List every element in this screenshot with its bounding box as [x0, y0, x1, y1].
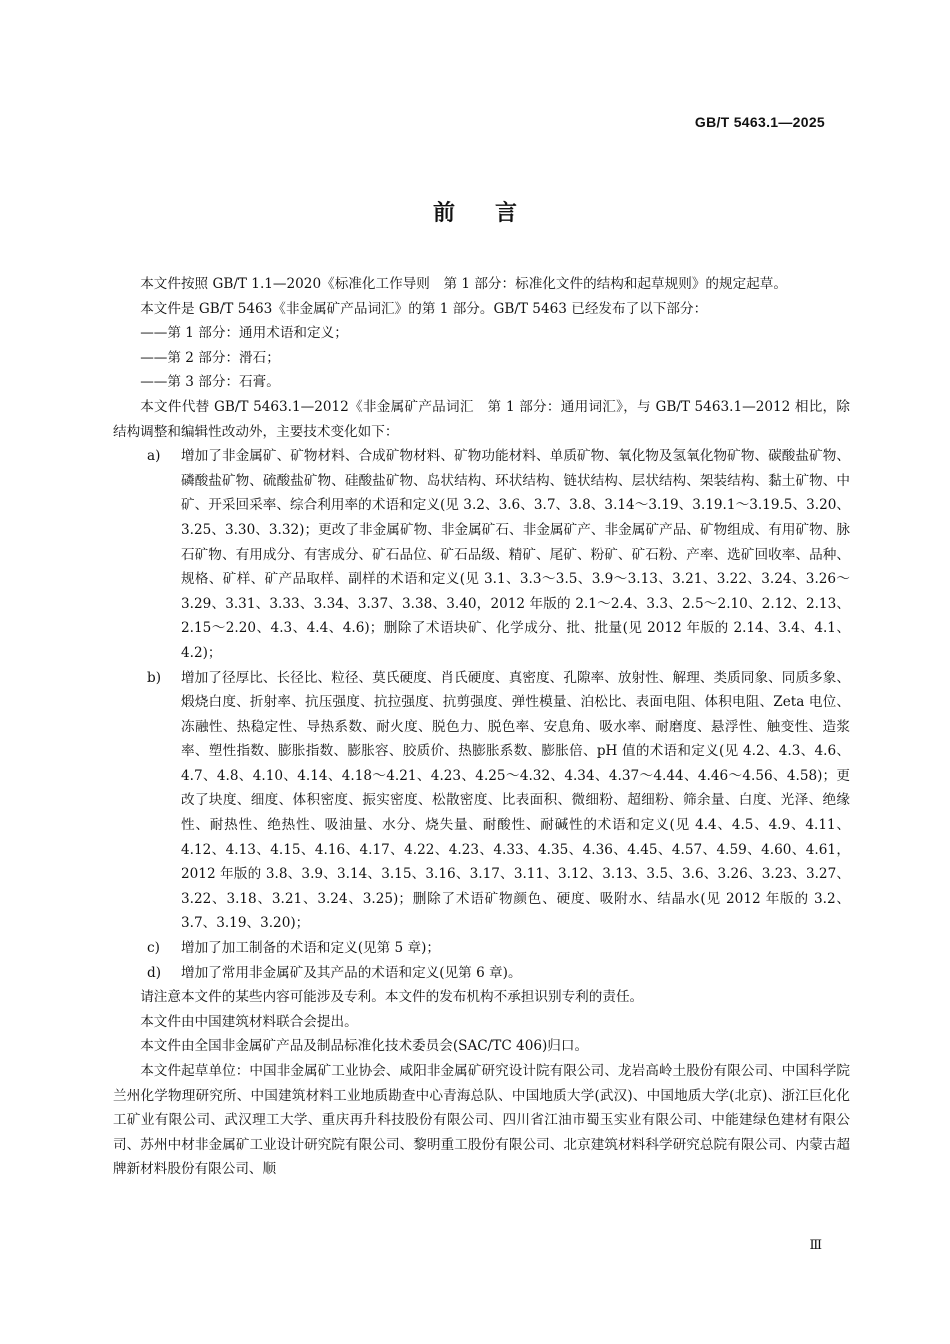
paragraph-proposer: 本文件由中国建筑材料联合会提出。	[140, 1013, 358, 1030]
page-number: Ⅲ	[809, 1238, 822, 1253]
change-item-label: a)	[147, 448, 161, 465]
paragraph-drafting-basis: 本文件按照 GB/T 1.1—2020《标准化工作导则 第 1 部分：标准化文件的结构和起草规则》的规定起草。	[140, 276, 787, 292]
document-body	[113, 272, 850, 1182]
standard-code: GB/T 5463.1—2025	[694, 114, 825, 130]
paragraph-committee: 本文件由全国非金属矿产品及制品标准化技术委员会(SAC/TC 406)归口。	[140, 1038, 589, 1055]
change-item-label: d)	[147, 964, 162, 981]
change-item-c	[113, 936, 850, 961]
list-item-part-1: ——第 1 部分：通用术语和定义；	[140, 325, 348, 342]
change-item-b	[113, 666, 850, 937]
paragraph-part-intro: 本文件是 GB/T 5463《非金属矿产品词汇》的第 1 部分。GB/T 5463 已经发布了以下部分：	[140, 300, 708, 317]
list-item-part-3: ——第 3 部分：石膏。	[140, 374, 280, 391]
paragraph-replacement: 本文件代替 GB/T 5463.1—2012《非金属矿产品词汇 第 1 部分：通用词汇》，与 GB/T 5463.1—2012 相比，除结构调整和编辑性改动外，主要技术变化如下：	[113, 398, 850, 440]
change-item-a	[113, 444, 850, 665]
change-item-label: c)	[147, 940, 160, 957]
change-item-text: 增加了加工制备的术语和定义(见第 5 章)；	[181, 940, 440, 957]
change-item-label: b)	[147, 669, 162, 686]
change-item-text: 增加了径厚比、长径比、粒径、莫氏硬度、肖氏硬度、真密度、孔隙率、放射性、解理、类质同象、同质多象、煅烧白度、折射率、抗压强度、抗拉强度、抗剪强度、弹性模量、泊松比、表面电阻、体积电阻、Zeta 电位、冻融性、热稳定性、导热系数、耐火度、脱色力、脱色率、安息角、吸水率、耐磨度、悬浮性、触变性、造浆率、塑性指数、膨胀指数、膨胀容、胶质价、热膨胀系数、膨胀倍、pH 值的术语和定义(见 4.2、4.3、4.6、4.7、4.8、4.10、4.14、4.18～4.21、4.23、4.25～4.32、4.34、4.37～4.44、4.46～4.56、4.58)；更改了块度、细度、体积密度、振实密度、松散密度、比表面积、微细粉、超细粉、筛余量、白度、光泽、绝缘性、耐热性、绝热性、吸油量、水分、烧失量、耐酸性、耐碱性的术语和定义(见 4.4、4.5、4.9、4.11、4.12、4.13、4.15、4.16、4.17、4.22、4.23、4.33、4.35、4.36、4.45、4.57、4.59、4.60、4.61，2012 年版的 3.8、3.9、3.14、3.15、3.16、3.17、3.11、3.12、3.13、3.5、3.6、3.26、3.23、3.27、3.22、3.18、3.21、3.24、3.25)；删除了术语矿物颜色、硬度、吸附水、结晶水(见 2012 年版的 3.2、3.7、3.19、3.20)；	[181, 669, 850, 932]
change-item-text: 增加了常用非金属矿及其产品的术语和定义(见第 6 章)。	[181, 964, 522, 981]
change-item-text: 增加了非金属矿、矿物材料、合成矿物材料、矿物功能材料、单质矿物、氧化物及氢氧化物矿物、碳酸盐矿物、磷酸盐矿物、硫酸盐矿物、硅酸盐矿物、岛状结构、环状结构、链状结构、层状结构、架装结构、黏土矿物、中矿、开采回采率、综合利用率的术语和定义(见 3.2、3.6、3.7、3.8、3.14～3.19、3.19.1～3.19.5、3.20、3.25、3.30、3.32)；更改了非金属矿物、非金属矿石、非金属矿产、非金属矿产品、矿物组成、有用矿物、脉石矿物、有用成分、有害成分、矿石品位、矿石品级、精矿、尾矿、粉矿、矿石粉、产率、选矿回收率、品种、规格、矿样、矿产品取样、副样的术语和定义(见 3.1、3.3～3.5、3.9～3.13、3.21、3.22、3.24、3.26～3.29、3.31、3.33、3.34、3.37、3.38、3.40，2012 年版的 2.1～2.4、3.3、2.5～2.10、2.12、2.13、2.15～2.20、4.3、4.4、4.6)；删除了术语块矿、化学成分、批、批量(见 2012 年版的 2.14、3.4、4.1、4.2)；	[181, 448, 850, 661]
paragraph-drafting-units: 本文件起草单位：中国非金属矿工业协会、咸阳非金属矿研究设计院有限公司、龙岩高岭土股份有限公司、中国科学院兰州化学物理研究所、中国建筑材料工业地质勘查中心青海总队、中国地质大学(武汉)、中国地质大学(北京)、浙江巨化化工矿业有限公司、武汉理工大学、重庆再升科技股份有限公司、四川省江油市蜀玉实业有限公司、中能建绿色建材有限公司、苏州中材非金属矿工业设计研究院有限公司、黎明重工股份有限公司、北京建筑材料科学研究总院有限公司、内蒙古超牌新材料股份有限公司、顺	[113, 1063, 850, 1178]
paragraph-patent-notice: 请注意本文件的某些内容可能涉及专利。本文件的发布机构不承担识别专利的责任。	[140, 989, 644, 1006]
change-item-d	[113, 961, 850, 986]
list-item-part-2: ——第 2 部分：滑石；	[140, 349, 280, 366]
page-title: 前言	[432, 201, 557, 226]
